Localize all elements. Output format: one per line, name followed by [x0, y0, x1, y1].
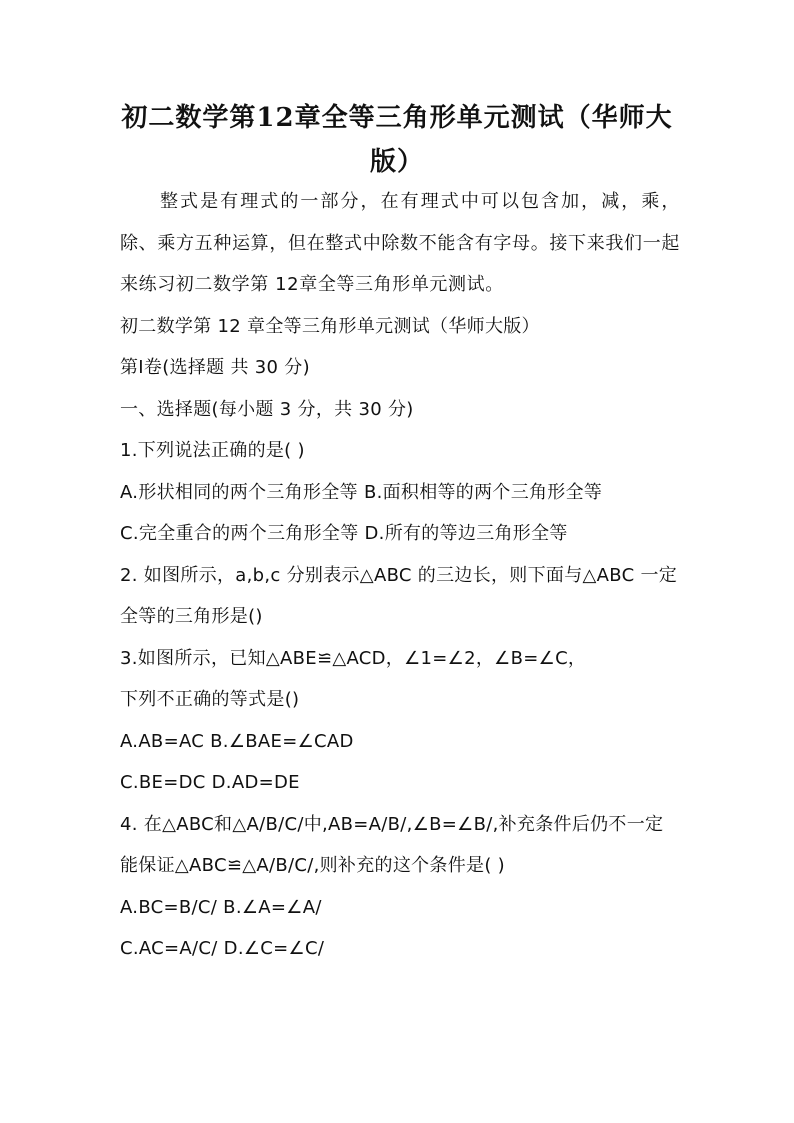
question-2: 2. 如图所示，a,b,c 分别表示△ABC 的三边长，则下面与△ABC 一定全等的三角形是() [120, 564, 678, 627]
question-3-options-ab: A.AB=AC B.∠BAE=∠CAD [120, 730, 354, 752]
test-subtitle: 初二数学第 12 章全等三角形单元测试（华师大版） [120, 315, 540, 337]
intro-paragraph: 整式是有理式的一部分，在有理式中可以包含加，减，乘，除、乘方五种运算，但在整式中除数不能含有字母。接下来我们一起来练习初二数学第 12章全等三角形单元测试。 [120, 191, 680, 295]
question-3-line-1: 3.如图所示，已知△ABE≌△ACD，∠1=∠2，∠B=∠C， [120, 647, 587, 669]
question-3-line-2: 下列不正确的等式是() [120, 689, 300, 710]
question-1: 1.下列说法正确的是( ) [120, 440, 305, 461]
question-1-options-ab: A.形状相同的两个三角形全等 B.面积相等的两个三角形全等 [120, 481, 603, 503]
document-body [120, 181, 680, 970]
question-4-options-cd: C.AC=A/C/ D.∠C=∠C/ [120, 938, 325, 959]
question-4: 4. 在△ABC和△A/B/C/中,AB=A/B/,∠B=∠B/,补充条件后仍不一定能保证△ABC≌△A/B/C/,则补充的这个条件是( ) [120, 813, 664, 876]
question-4-options-ab: A.BC=B/C/ B.∠A=∠A/ [120, 896, 322, 918]
question-3-options-cd: C.BE=DC D.AD=DE [120, 772, 300, 793]
document-title: 初二数学第12章全等三角形单元测试（华师大版） [121, 103, 673, 177]
section-heading: 一、选择题(每小题 3 分，共 30 分) [120, 398, 414, 420]
question-1-options-cd: C.完全重合的两个三角形全等 D.所有的等边三角形全等 [120, 523, 568, 544]
volume-heading: 第Ⅰ卷(选择题 共 30 分) [120, 357, 310, 378]
